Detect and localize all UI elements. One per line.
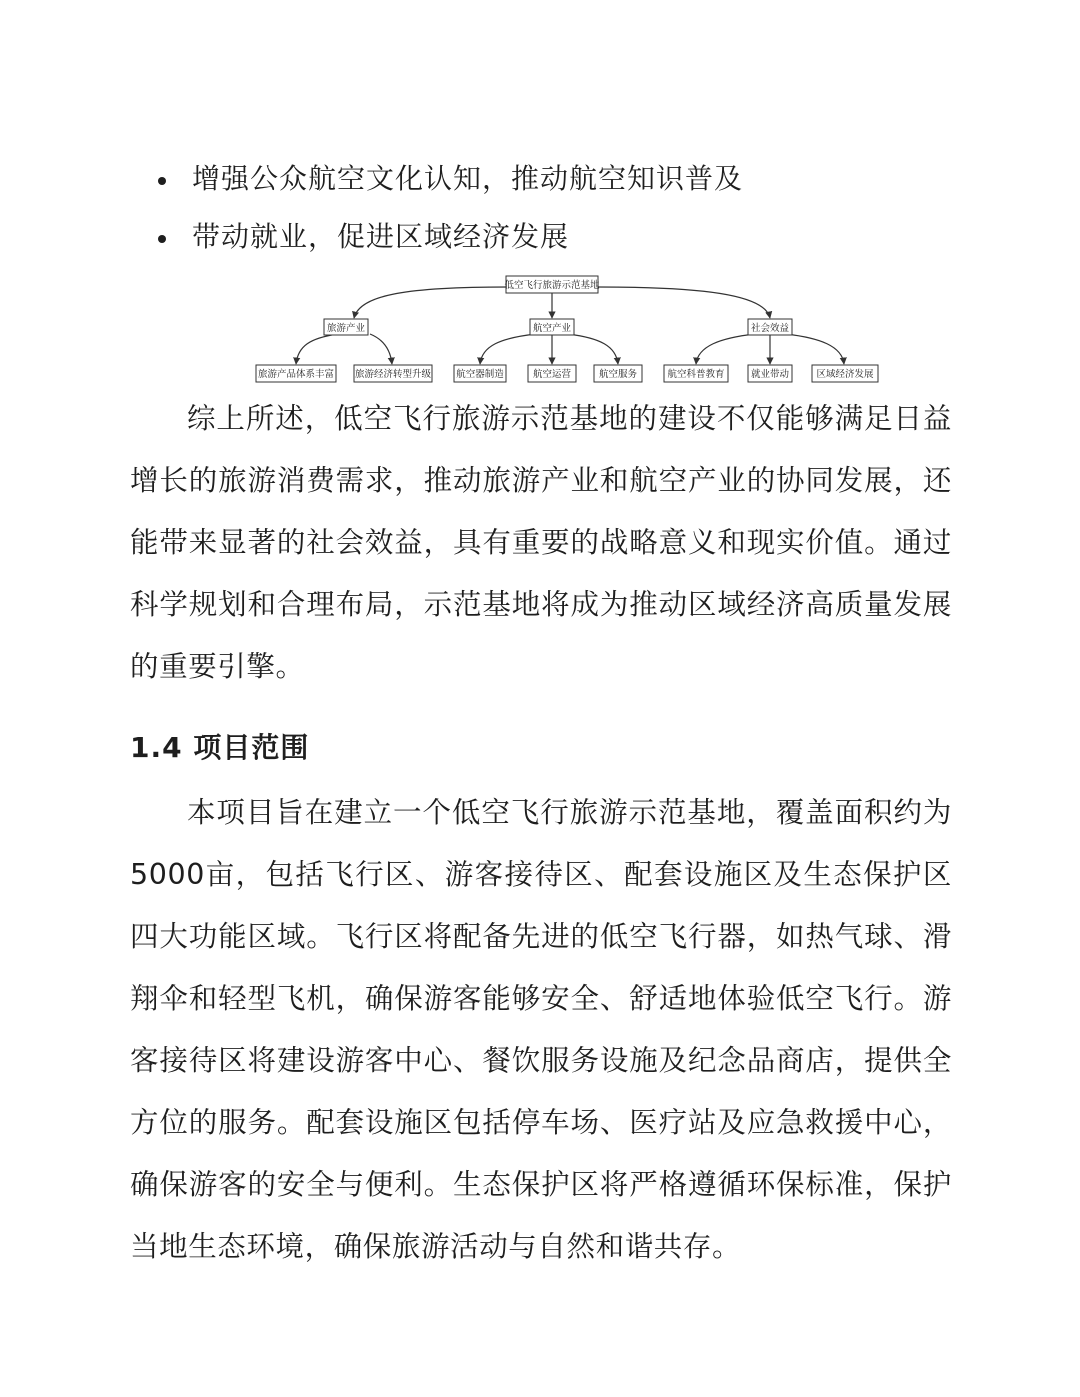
- leaf-node-label: 就业带动: [750, 369, 790, 380]
- branch-node-label-tourism: 旅游产业: [326, 323, 366, 334]
- section-heading: 1.4 项目范围: [130, 731, 310, 764]
- connector-tourism-child1: [296, 334, 338, 364]
- leaf-node-label: 航空运营: [532, 369, 572, 380]
- connector-social-child1: [696, 334, 755, 364]
- connector-aviation-child1: [480, 334, 536, 364]
- hierarchy-diagram-svg: [250, 272, 890, 388]
- connector-root-tourism: [354, 287, 508, 318]
- connector-tourism-child2: [370, 334, 392, 364]
- bullet-item: [150, 150, 970, 208]
- connector-aviation-child3: [568, 334, 618, 364]
- summary-paragraph: 综上所述，低空飞行旅游示范基地的建设不仅能够满足日益增长的旅游消费需求，推动旅游产业和航空产业的协同发展，还能带来显著的社会效益，具有重要的战略意义和现实价值。通过科学规划和合理布局，示范基地将成为推动区域经济高质量发展的重要引擎。: [130, 402, 952, 683]
- connector-root-social: [598, 287, 770, 318]
- bullet-item: [150, 208, 970, 266]
- leaf-node-label: 旅游产品体系丰富: [257, 369, 335, 380]
- root-node-label: 低空飞行旅游示范基地: [504, 280, 600, 291]
- branch-node-label-social: 社会效益: [750, 323, 790, 334]
- bullet-dot-icon: [158, 177, 166, 185]
- connector-social-child3: [786, 334, 844, 364]
- branch-node-label-aviation: 航空产业: [532, 323, 572, 334]
- bullet-list: [150, 150, 970, 266]
- bullet-dot-icon: [158, 235, 166, 243]
- leaf-node-label: 旅游经济转型升级: [354, 369, 432, 380]
- leaf-node-label: 区域经济发展: [816, 369, 874, 380]
- bullet-text: 带动就业，促进区域经济发展: [192, 220, 570, 253]
- leaf-node-label: 航空服务: [598, 369, 638, 380]
- leaf-node-label: 航空器制造: [456, 369, 504, 380]
- leaf-node-label: 航空科普教育: [667, 369, 725, 380]
- section-paragraph: 本项目旨在建立一个低空飞行旅游示范基地，覆盖面积约为5000亩，包括飞行区、游客接待区、配套设施区及生态保护区四大功能区域。飞行区将配备先进的低空飞行器，如热气球、滑翔伞和轻型飞机，确保游客能够安全、舒适地体验低空飞行。游客接待区将建设游客中心、餐饮服务设施及纪念品商店，提供全方位的服务。配套设施区包括停车场、医疗站及应急救援中心，确保游客的安全与便利。生态保护区将严格遵循环保标准，保护当地生态环境，确保旅游活动与自然和谐共存。: [130, 796, 952, 1263]
- bullet-text: 增强公众航空文化认知，推动航空知识普及: [192, 162, 744, 195]
- hierarchy-diagram: [250, 272, 890, 388]
